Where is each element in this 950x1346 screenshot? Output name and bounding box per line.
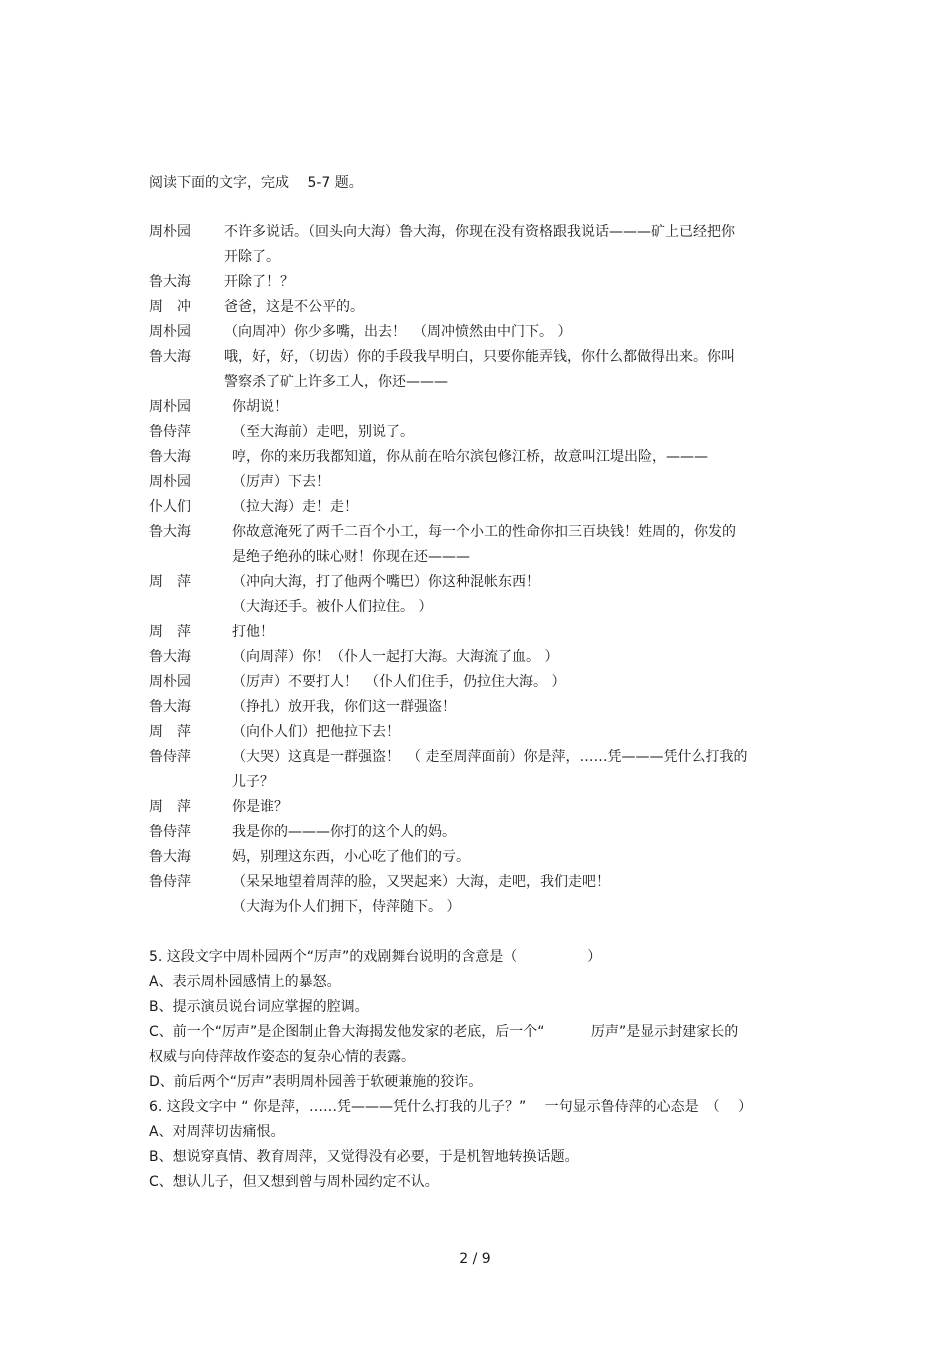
speaker-name: 鲁侍萍 bbox=[149, 749, 191, 765]
speaker-name: 仆人们 bbox=[149, 499, 191, 515]
question-line: A、表示周朴园感情上的暴怒。 bbox=[149, 974, 341, 990]
question-block bbox=[149, 945, 839, 1195]
speaker-name: 周朴园 bbox=[149, 324, 191, 340]
speech-text: （向周冲）你少多嘴，出去！ （周冲愤然由中门下。 ） bbox=[224, 324, 572, 340]
dialogue-line bbox=[149, 870, 809, 895]
question-line: B、想说穿真情、教育周萍，又觉得没有必要，于是机智地转换话题。 bbox=[149, 1149, 579, 1165]
speaker-name: 周朴园 bbox=[149, 674, 191, 690]
speech-text: 儿子？ bbox=[232, 774, 274, 790]
question-line: C、前一个“厉声”是企图制止鲁大海揭发他发家的老底，后一个“ 厉声”是显示封建家长的 bbox=[149, 1024, 739, 1040]
dialogue-line bbox=[149, 545, 809, 570]
speech-text: 打他！ bbox=[232, 624, 274, 640]
speaker-name: 鲁大海 bbox=[149, 349, 191, 365]
speaker-name: 鲁大海 bbox=[149, 274, 191, 290]
speaker-name: 鲁侍萍 bbox=[149, 424, 191, 440]
speech-text: 你故意淹死了两千二百个小工，每一个小工的性命你扣三百块钱！姓周的，你发的 bbox=[232, 524, 736, 540]
dialogue-line bbox=[149, 395, 809, 420]
speech-text: 是绝子绝孙的昧心财！你现在还——— bbox=[232, 549, 470, 565]
dialogue-line bbox=[149, 570, 809, 595]
dialogue-line bbox=[149, 245, 809, 270]
dialogue-line bbox=[149, 220, 809, 245]
speech-text: 开除了！？ bbox=[224, 274, 294, 290]
dialogue-line bbox=[149, 270, 809, 295]
dialogue-line bbox=[149, 820, 809, 845]
speech-text: 哼，你的来历我都知道，你从前在哈尔滨包修江桥，故意叫江堤出险，——— bbox=[232, 449, 708, 465]
dialogue-line bbox=[149, 795, 809, 820]
speaker-name: 鲁大海 bbox=[149, 524, 191, 540]
speech-text: （挣扎）放开我，你们这一群强盗！ bbox=[232, 699, 456, 715]
dialogue-line bbox=[149, 895, 809, 920]
speech-text: （至大海前）走吧，别说了。 bbox=[232, 424, 414, 440]
speaker-name: 周朴园 bbox=[149, 224, 191, 240]
dialogue-line bbox=[149, 320, 809, 345]
dialogue-line bbox=[149, 745, 809, 770]
speech-text: 爸爸，这是不公平的。 bbox=[224, 299, 364, 315]
speech-text: 你胡说！ bbox=[232, 399, 288, 415]
speech-text: （大哭）这真是一群强盗！ （ 走至周萍面前）你是萍，……凭———凭什么打我的 bbox=[232, 749, 748, 765]
question-line: D、前后两个“厉声”表明周朴园善于软硬兼施的狡诈。 bbox=[149, 1074, 483, 1090]
speech-text: （呆呆地望着周萍的脸，又哭起来）大海，走吧，我们走吧！ bbox=[232, 874, 610, 890]
dialogue-line bbox=[149, 420, 809, 445]
speaker-name: 周 冲 bbox=[149, 299, 191, 315]
speaker-name: 周 萍 bbox=[149, 799, 191, 815]
speaker-name: 鲁侍萍 bbox=[149, 824, 191, 840]
speech-text: 你是谁？ bbox=[232, 799, 288, 815]
question-line: 5. 这段文字中周朴园两个“厉声”的戏剧舞台说明的含意是（ ） bbox=[149, 949, 602, 965]
speech-text: 警察杀了矿上许多工人，你还——— bbox=[224, 374, 448, 390]
speech-text: 我是你的———你打的这个人的妈。 bbox=[232, 824, 456, 840]
dialogue-line bbox=[149, 370, 809, 395]
speech-text: （厉声）下去！ bbox=[232, 474, 330, 490]
dialogue-line bbox=[149, 845, 809, 870]
question-line: 权威与向侍萍故作姿态的复杂心情的表露。 bbox=[149, 1049, 415, 1065]
dialogue-line bbox=[149, 495, 809, 520]
question-line: C、想认儿子，但又想到曾与周朴园约定不认。 bbox=[149, 1174, 439, 1190]
dialogue-line bbox=[149, 595, 809, 620]
speaker-name: 鲁大海 bbox=[149, 699, 191, 715]
speaker-name: 鲁大海 bbox=[149, 449, 191, 465]
speech-text: （大海为仆人们拥下，侍萍随下。 ） bbox=[232, 899, 461, 915]
dialogue-line bbox=[149, 295, 809, 320]
dialogue-line bbox=[149, 720, 809, 745]
question-line: 6. 这段文字中 “ 你是萍，……凭———凭什么打我的儿子？” 一句显示鲁侍萍的心态是 （ ） bbox=[149, 1099, 753, 1115]
speaker-name: 周 萍 bbox=[149, 724, 191, 740]
speaker-name: 周 萍 bbox=[149, 624, 191, 640]
speech-text: （厉声）不要打人！ （仆人们住手，仍拉住大海。 ） bbox=[232, 674, 566, 690]
dialogue-line bbox=[149, 520, 809, 545]
speech-text: 开除了。 bbox=[224, 249, 280, 265]
speaker-name: 鲁大海 bbox=[149, 649, 191, 665]
intro-instruction: 阅读下面的文字，完成 5-7 题。 bbox=[149, 175, 363, 191]
speaker-name: 鲁大海 bbox=[149, 849, 191, 865]
speaker-name: 鲁侍萍 bbox=[149, 874, 191, 890]
dialogue-block bbox=[149, 220, 809, 920]
question-line: A、对周萍切齿痛恨。 bbox=[149, 1124, 285, 1140]
question-line: B、提示演员说台词应掌握的腔调。 bbox=[149, 999, 369, 1015]
speech-text: 妈，别理这东西，小心吃了他们的亏。 bbox=[232, 849, 470, 865]
dialogue-line bbox=[149, 695, 809, 720]
speech-text: 哦，好，好，（切齿）你的手段我早明白，只要你能弄钱，你什么都做得出来。你叫 bbox=[224, 349, 735, 365]
speech-text: （大海还手。被仆人们拉住。 ） bbox=[232, 599, 433, 615]
dialogue-line bbox=[149, 620, 809, 645]
speech-text: （向周萍）你！（仆人一起打大海。大海流了血。 ） bbox=[232, 649, 559, 665]
speech-text: （冲向大海，打了他两个嘴巴）你这种混帐东西！ bbox=[232, 574, 540, 590]
speech-text: （向仆人们）把他拉下去！ bbox=[232, 724, 400, 740]
dialogue-line bbox=[149, 470, 809, 495]
page-number: 2 / 9 bbox=[459, 1251, 491, 1267]
dialogue-line bbox=[149, 445, 809, 470]
dialogue-line bbox=[149, 645, 809, 670]
speaker-name: 周朴园 bbox=[149, 474, 191, 490]
speech-text: 不许多说话。（回头向大海）鲁大海，你现在没有资格跟我说话———矿上已经把你 bbox=[224, 224, 735, 240]
speaker-name: 周 萍 bbox=[149, 574, 191, 590]
dialogue-line bbox=[149, 345, 809, 370]
dialogue-line bbox=[149, 670, 809, 695]
speaker-name: 周朴园 bbox=[149, 399, 191, 415]
dialogue-line bbox=[149, 770, 809, 795]
speech-text: （拉大海）走！走！ bbox=[232, 499, 358, 515]
